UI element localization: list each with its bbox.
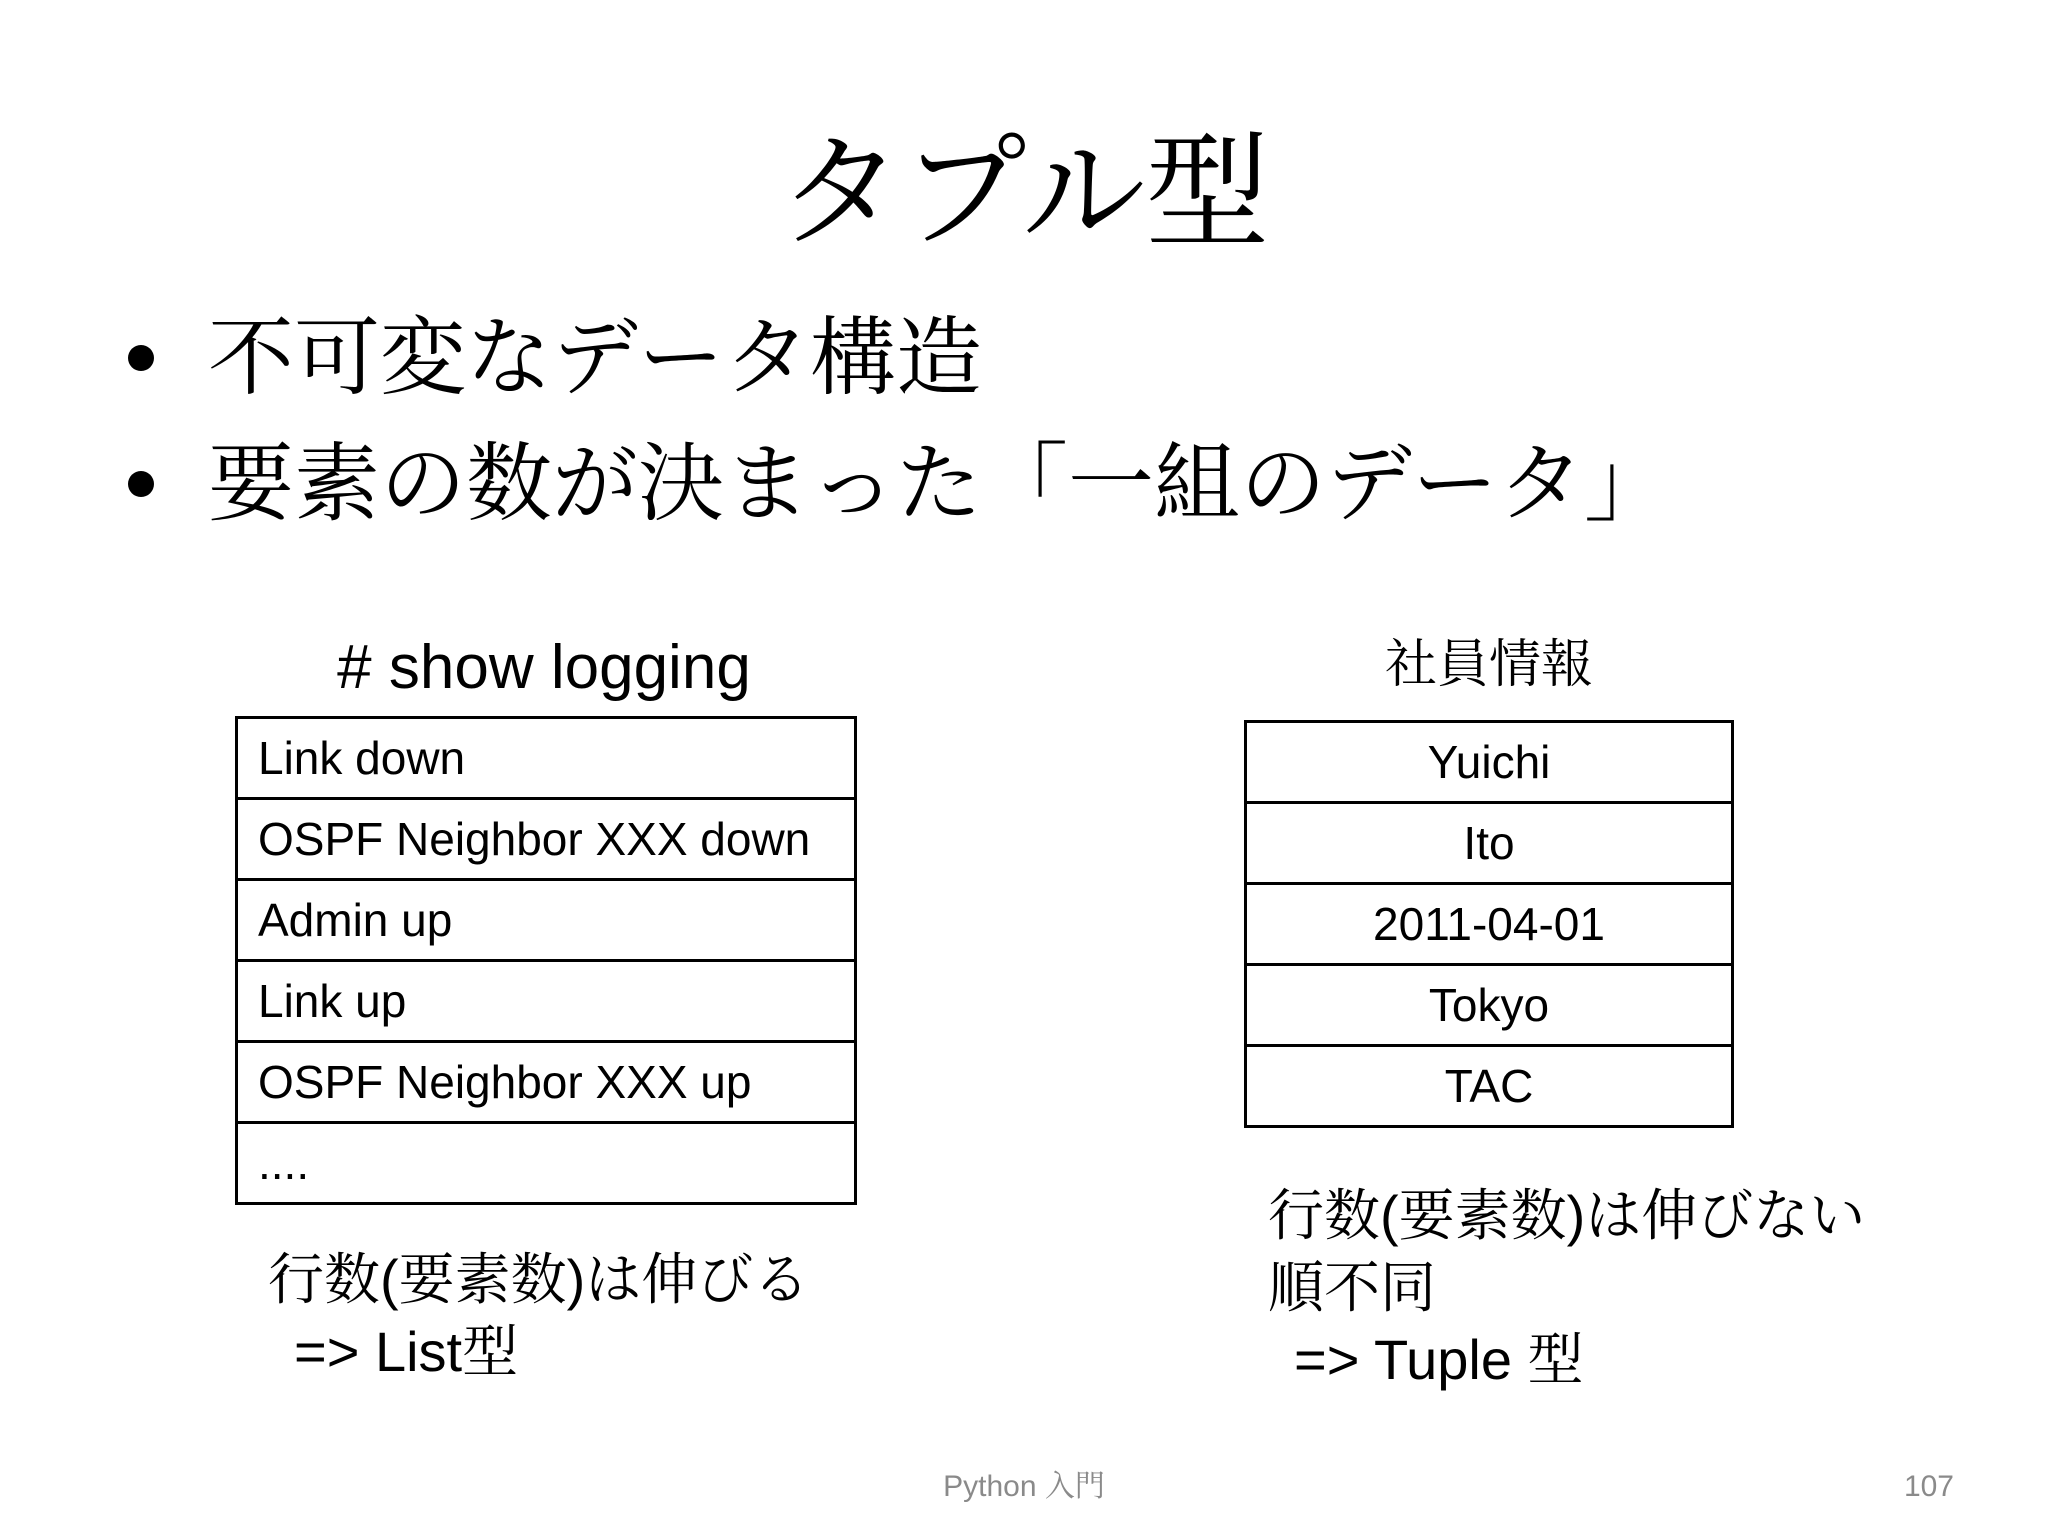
table-cell: OSPF Neighbor XXX up	[237, 1042, 856, 1123]
footer-text: Python 入門	[943, 1470, 1105, 1503]
table-row	[237, 1123, 856, 1204]
employee-table-caption: 社員情報	[1384, 636, 1593, 694]
table-cell: TAC	[1246, 1046, 1733, 1127]
bullet-text: 要素の数が決まった「一組のデータ」	[208, 436, 1670, 532]
page-number: 107	[1903, 1470, 1954, 1503]
bullet-text: 不可変なデータ構造	[208, 310, 982, 406]
slide-title: タプル型	[778, 124, 1270, 262]
table-row	[237, 718, 856, 799]
note-line: => Tuple 型	[1294, 1328, 1584, 1391]
table-row	[237, 961, 856, 1042]
table-row	[1246, 722, 1733, 803]
note-line: 行数(要素数)は伸びる	[268, 1248, 810, 1311]
log-table	[235, 716, 857, 1205]
table-cell: Tokyo	[1246, 965, 1733, 1046]
bullet-dot-icon	[128, 345, 154, 371]
note-line: 行数(要素数)は伸びない	[1268, 1184, 1866, 1247]
bullet-list	[122, 295, 1670, 547]
bullet-item	[122, 421, 1670, 547]
note-line: 順不同	[1268, 1256, 1436, 1319]
table-cell: Ito	[1246, 803, 1733, 884]
table-cell: OSPF Neighbor XXX down	[237, 799, 856, 880]
table-cell: ....	[237, 1123, 856, 1204]
table-row	[1246, 884, 1733, 965]
bullet-item	[122, 295, 1670, 421]
employee-table	[1244, 720, 1734, 1128]
table-row	[237, 880, 856, 961]
bullet-dot-icon	[128, 471, 154, 497]
table-row	[237, 1042, 856, 1123]
table-row	[1246, 965, 1733, 1046]
table-row	[237, 799, 856, 880]
table-cell: Yuichi	[1246, 722, 1733, 803]
table-cell: Link up	[237, 961, 856, 1042]
table-row	[1246, 803, 1733, 884]
log-table-caption: # show logging	[337, 633, 751, 702]
table-row	[1246, 1046, 1733, 1127]
list-type-note	[268, 1244, 809, 1388]
tuple-type-note	[1268, 1180, 1865, 1396]
table-cell: 2011-04-01	[1246, 884, 1733, 965]
note-line: => List型	[294, 1320, 519, 1383]
table-cell: Link down	[237, 718, 856, 799]
table-cell: Admin up	[237, 880, 856, 961]
